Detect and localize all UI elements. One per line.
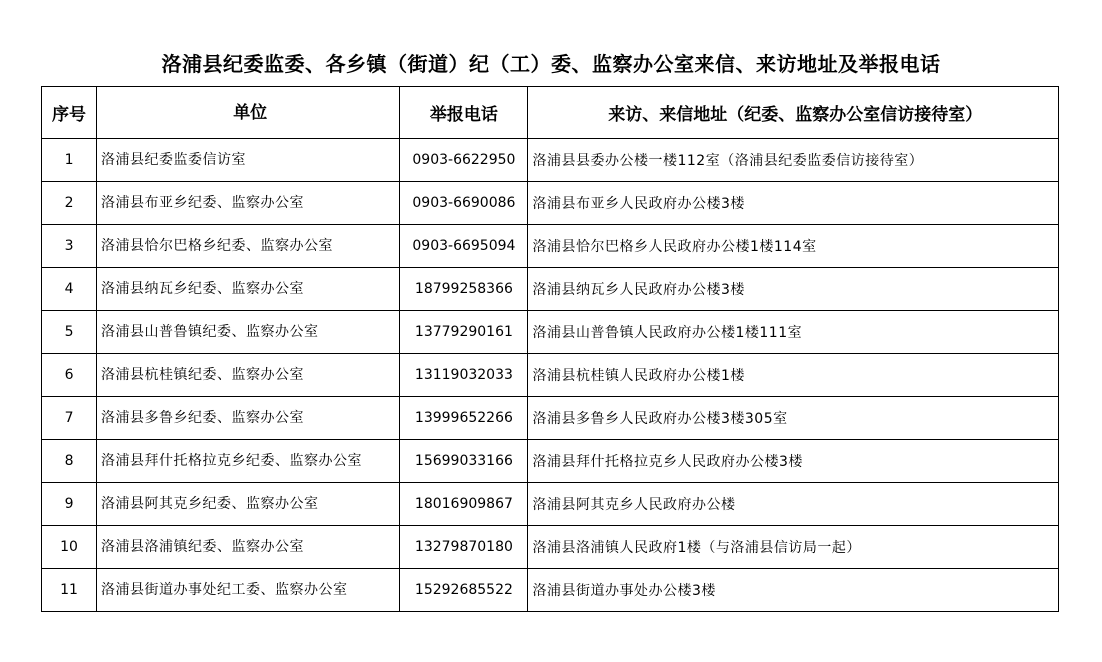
cell-address: 洛浦县山普鲁镇人民政府办公楼1楼111室: [528, 311, 1059, 354]
cell-phone: 15292685522: [400, 569, 528, 612]
table-row: [42, 397, 1059, 440]
cell-seq: 5: [42, 311, 97, 354]
cell-unit: 洛浦县街道办事处纪工委、监察办公室: [97, 569, 400, 612]
column-header-unit: 单位: [97, 87, 400, 139]
table-header-row: [42, 87, 1059, 139]
cell-seq: 2: [42, 182, 97, 225]
table-row: [42, 139, 1059, 182]
cell-unit: 洛浦县布亚乡纪委、监察办公室: [97, 182, 400, 225]
cell-address: 洛浦县多鲁乡人民政府办公楼3楼305室: [528, 397, 1059, 440]
cell-phone: 18016909867: [400, 483, 528, 526]
cell-address: 洛浦县纳瓦乡人民政府办公楼3楼: [528, 268, 1059, 311]
cell-phone: 0903-6622950: [400, 139, 528, 182]
cell-seq: 7: [42, 397, 97, 440]
cell-unit: 洛浦县多鲁乡纪委、监察办公室: [97, 397, 400, 440]
column-header-seq: 序号: [42, 87, 97, 139]
cell-phone: 13279870180: [400, 526, 528, 569]
cell-unit: 洛浦县山普鲁镇纪委、监察办公室: [97, 311, 400, 354]
cell-phone: 13779290161: [400, 311, 528, 354]
cell-unit: 洛浦县杭桂镇纪委、监察办公室: [97, 354, 400, 397]
table-row: [42, 182, 1059, 225]
cell-seq: 3: [42, 225, 97, 268]
cell-address: 洛浦县县委办公楼一楼112室（洛浦县纪委监委信访接待室）: [528, 139, 1059, 182]
cell-address: 洛浦县阿其克乡人民政府办公楼: [528, 483, 1059, 526]
cell-seq: 4: [42, 268, 97, 311]
cell-seq: 9: [42, 483, 97, 526]
column-header-phone: 举报电话: [400, 87, 528, 139]
table-row: [42, 569, 1059, 612]
report-table: [41, 86, 1059, 612]
table-row: [42, 268, 1059, 311]
table-row: [42, 440, 1059, 483]
cell-address: 洛浦县拜什托格拉克乡人民政府办公楼3楼: [528, 440, 1059, 483]
table-row: [42, 526, 1059, 569]
cell-address: 洛浦县恰尔巴格乡人民政府办公楼1楼114室: [528, 225, 1059, 268]
table-row: [42, 483, 1059, 526]
cell-unit: 洛浦县恰尔巴格乡纪委、监察办公室: [97, 225, 400, 268]
cell-phone: 15699033166: [400, 440, 528, 483]
cell-address: 洛浦县街道办事处办公楼3楼: [528, 569, 1059, 612]
cell-unit: 洛浦县阿其克乡纪委、监察办公室: [97, 483, 400, 526]
cell-phone: 0903-6690086: [400, 182, 528, 225]
cell-seq: 1: [42, 139, 97, 182]
cell-address: 洛浦县布亚乡人民政府办公楼3楼: [528, 182, 1059, 225]
page-title: 洛浦县纪委监委、各乡镇（街道）纪（工）委、监察办公室来信、来访地址及举报电话: [161, 52, 941, 76]
cell-seq: 8: [42, 440, 97, 483]
cell-unit: 洛浦县拜什托格拉克乡纪委、监察办公室: [97, 440, 400, 483]
table-row: [42, 311, 1059, 354]
cell-phone: 13119032033: [400, 354, 528, 397]
cell-seq: 11: [42, 569, 97, 612]
cell-unit: 洛浦县洛浦镇纪委、监察办公室: [97, 526, 400, 569]
cell-phone: 18799258366: [400, 268, 528, 311]
cell-address: 洛浦县洛浦镇人民政府1楼（与洛浦县信访局一起）: [528, 526, 1059, 569]
column-header-address: 来访、来信地址（纪委、监察办公室信访接待室）: [528, 87, 1059, 139]
cell-unit: 洛浦县纳瓦乡纪委、监察办公室: [97, 268, 400, 311]
cell-address: 洛浦县杭桂镇人民政府办公楼1楼: [528, 354, 1059, 397]
table-row: [42, 225, 1059, 268]
table-row: [42, 354, 1059, 397]
cell-seq: 10: [42, 526, 97, 569]
cell-seq: 6: [42, 354, 97, 397]
cell-phone: 13999652266: [400, 397, 528, 440]
cell-unit: 洛浦县纪委监委信访室: [97, 139, 400, 182]
cell-phone: 0903-6695094: [400, 225, 528, 268]
